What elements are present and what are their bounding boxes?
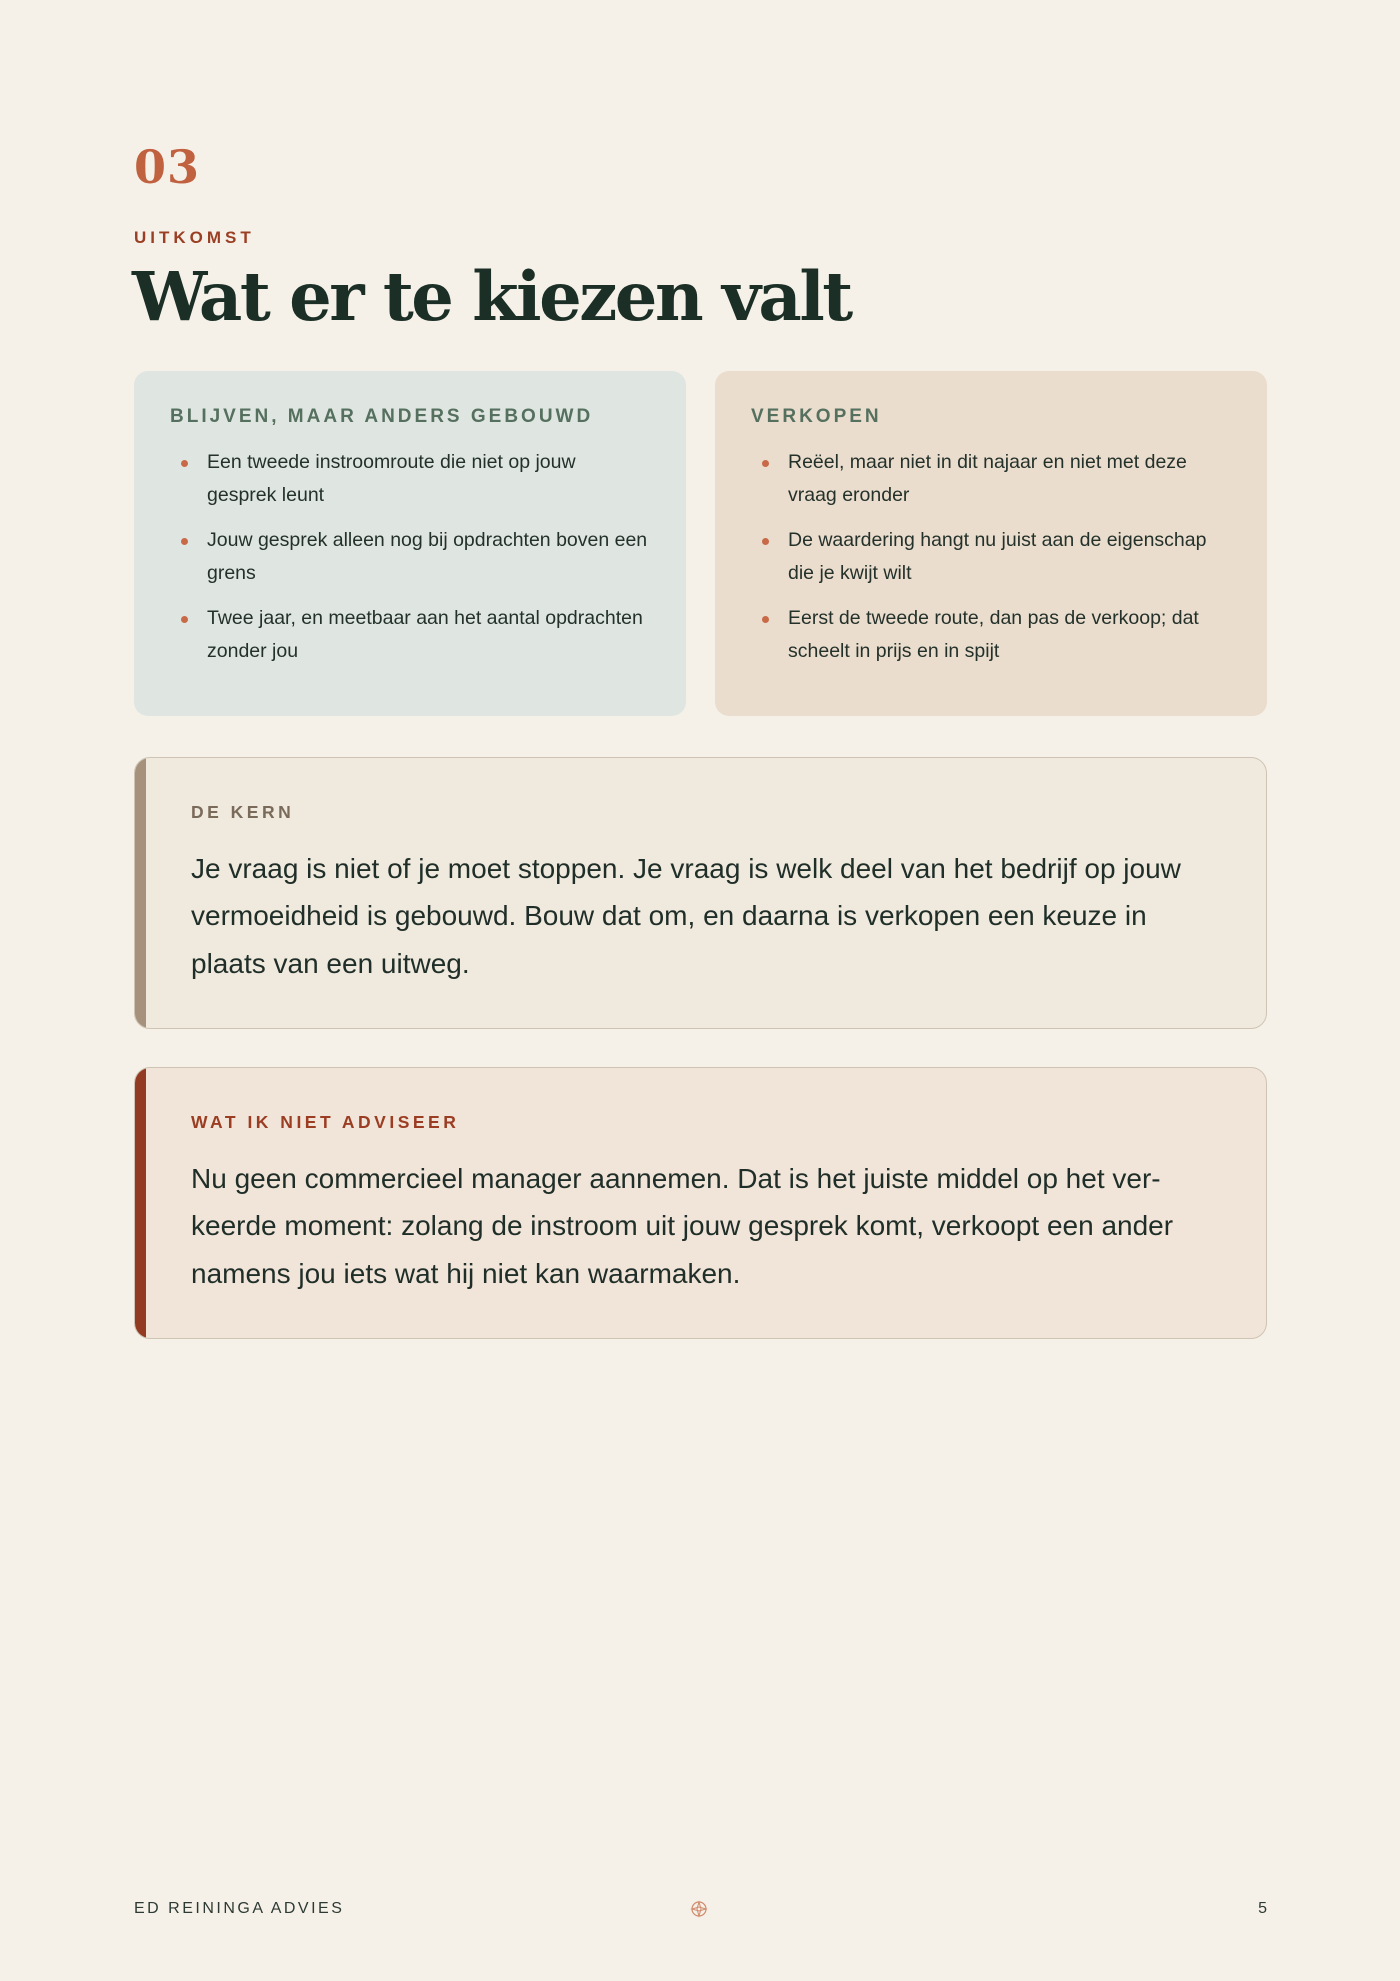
list-item-text: Reëel, maar niet in dit najaar en niet met deze vraag eronder <box>788 451 1187 506</box>
advice-callout-text: Nu geen commercieel manager aannemen. Dat is het juiste middel op het verkeerde moment: zolang de instroom uit jouw gesprek komt, verkoopt een ander namens jou iets wat hij niet kan waarmaken. <box>191 1162 1174 1289</box>
list-item <box>170 602 650 668</box>
core-callout <box>134 757 1267 1029</box>
bullet-icon <box>181 460 188 467</box>
list-item-text: De waardering hangt nu juist aan de eigenschap die je kwijt wilt <box>788 529 1207 584</box>
option-card-sell <box>715 371 1267 716</box>
list-item <box>170 446 650 512</box>
page-title: Wat er te kiezen valt <box>132 257 851 336</box>
compass-rose-icon <box>690 1900 708 1918</box>
bullet-icon <box>762 616 769 623</box>
option-list <box>170 446 650 668</box>
bullet-icon <box>762 460 769 467</box>
core-callout-label: DE KERN <box>191 802 295 822</box>
option-card-stay <box>134 371 686 716</box>
list-item-text: Eerst de tweede route, dan pas de verkoop; dat scheelt in prijs en in spijt <box>788 607 1199 662</box>
advice-callout-label: WAT IK NIET ADVISEER <box>191 1112 460 1132</box>
list-item-text: Een tweede instroomroute die niet op jouw gesprek leunt <box>207 451 576 506</box>
page-number: 5 <box>1258 1900 1267 1917</box>
list-item <box>751 524 1231 590</box>
section-number: 03 <box>134 140 201 194</box>
section-eyebrow: UITKOMST <box>134 228 255 247</box>
option-card-heading: BLIJVEN, MAAR ANDERS GEBOUWD <box>170 406 594 427</box>
advice-callout <box>134 1067 1267 1339</box>
option-list <box>751 446 1231 668</box>
list-item <box>751 602 1231 668</box>
bullet-icon <box>181 616 188 623</box>
bullet-icon <box>181 538 188 545</box>
list-item-text: Jouw gesprek alleen nog bij opdrachten boven een grens <box>207 529 648 584</box>
bullet-icon <box>762 538 769 545</box>
list-item <box>170 524 650 590</box>
callout-accent-bar <box>135 758 146 1028</box>
list-item-text: Twee jaar, en meetbaar aan het aantal opdrachten zonder jou <box>207 607 643 662</box>
list-item <box>751 446 1231 512</box>
callout-accent-bar <box>135 1068 146 1338</box>
option-card-heading: VERKOPEN <box>751 406 882 427</box>
core-callout-text: Je vraag is niet of je moet stoppen. Je vraag is welk deel van het bedrijf op jouw vermoeidheid is gebouwd. Bouw dat om, en daarna is verkopen een keuze in plaats van een uitweg. <box>191 852 1181 979</box>
page-footer <box>134 1899 1267 1919</box>
options-grid <box>134 371 1267 716</box>
footer-brand: ED REININGA ADVIES <box>134 1900 345 1917</box>
